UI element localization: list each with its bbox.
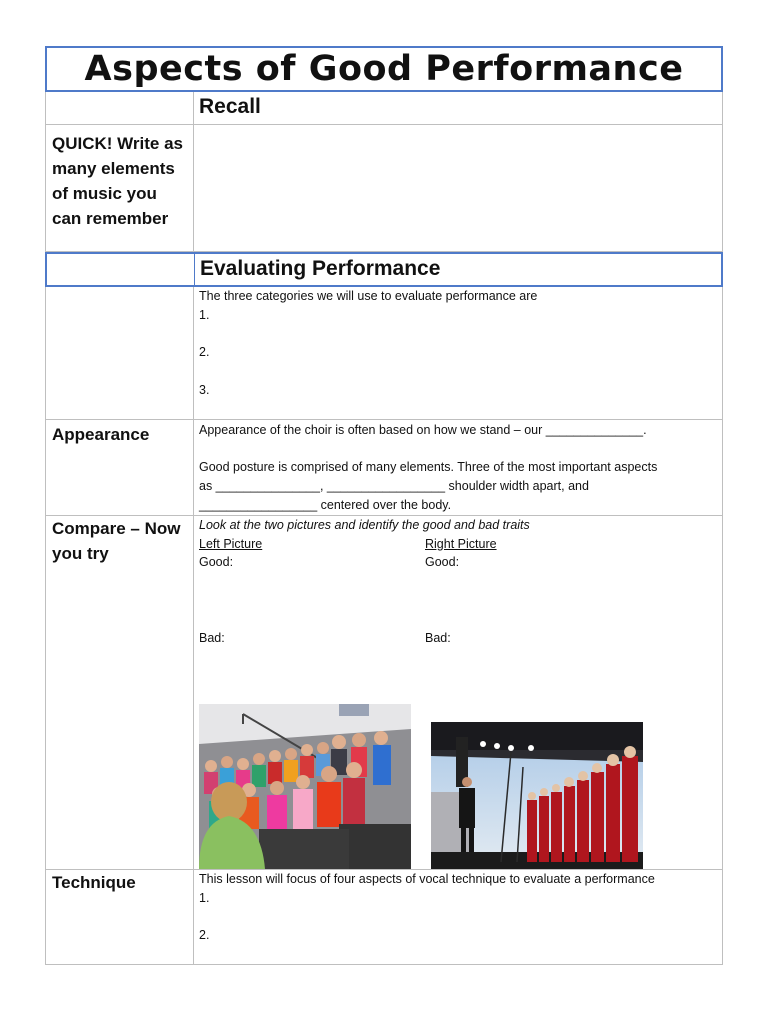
appearance-label-cell xyxy=(46,420,194,515)
technique-label: Technique xyxy=(52,873,136,892)
technique-item-2: 2. xyxy=(199,928,210,942)
recall-header-right xyxy=(193,92,722,124)
compare-label-cell xyxy=(46,516,194,869)
evaluating-answer-cell[interactable] xyxy=(193,287,722,419)
left-good-label: Good: xyxy=(199,555,234,569)
recall-header-row xyxy=(45,92,723,125)
title-box xyxy=(45,46,723,92)
evaluating-header-right xyxy=(194,254,721,285)
technique-item-1: 1. xyxy=(199,891,210,905)
evaluating-header-left xyxy=(47,254,195,285)
appearance-line-1: Appearance of the choir is often based on how we stand – our ______________. xyxy=(199,423,647,437)
appearance-text-cell[interactable] xyxy=(193,420,722,515)
evaluating-intro: The three categories we will use to evaluate performance are xyxy=(199,289,538,303)
evaluating-item-1: 1. xyxy=(199,308,210,322)
recall-answer-cell[interactable] xyxy=(193,125,722,251)
recall-prompt: QUICK! Write as many elements of music you can remember xyxy=(52,134,183,228)
compare-instruction: Look at the two pictures and identify the good and bad traits xyxy=(199,518,530,532)
right-picture-heading: Right Picture xyxy=(425,537,497,551)
evaluating-label-cell xyxy=(46,287,194,419)
compare-content-cell[interactable] xyxy=(193,516,722,869)
technique-intro: This lesson will focus of four aspects of vocal technique to evaluate a performance xyxy=(199,872,655,886)
technique-label-cell xyxy=(46,870,194,964)
compare-row xyxy=(45,516,723,870)
recall-header-left xyxy=(46,92,194,124)
appearance-row xyxy=(45,420,723,516)
left-choir-photo xyxy=(199,704,411,869)
appearance-line-4: _________________ centered over the body. xyxy=(199,498,452,512)
evaluating-row xyxy=(45,287,723,420)
page-title: Aspects of Good Performance xyxy=(84,49,684,89)
compare-label: Compare – Now you try xyxy=(52,519,181,563)
right-choir-photo xyxy=(431,722,643,869)
evaluating-item-2: 2. xyxy=(199,345,210,359)
right-bad-label: Bad: xyxy=(425,631,451,645)
right-good-label: Good: xyxy=(425,555,460,569)
evaluating-item-3: 3. xyxy=(199,383,210,397)
recall-row xyxy=(45,125,723,252)
left-bad-label: Bad: xyxy=(199,631,225,645)
technique-answer-cell[interactable] xyxy=(193,870,722,964)
appearance-line-3: as _______________, _________________ shoulder width apart, and xyxy=(199,479,589,493)
recall-heading: Recall xyxy=(199,95,261,118)
appearance-line-2: Good posture is comprised of many elements. Three of the most important aspects xyxy=(199,460,658,474)
evaluating-heading: Evaluating Performance xyxy=(200,257,441,280)
appearance-label: Appearance xyxy=(52,425,150,444)
recall-label-cell xyxy=(46,125,194,251)
left-picture-heading: Left Picture xyxy=(199,537,263,551)
technique-row xyxy=(45,870,723,965)
evaluating-header-row xyxy=(45,252,723,287)
